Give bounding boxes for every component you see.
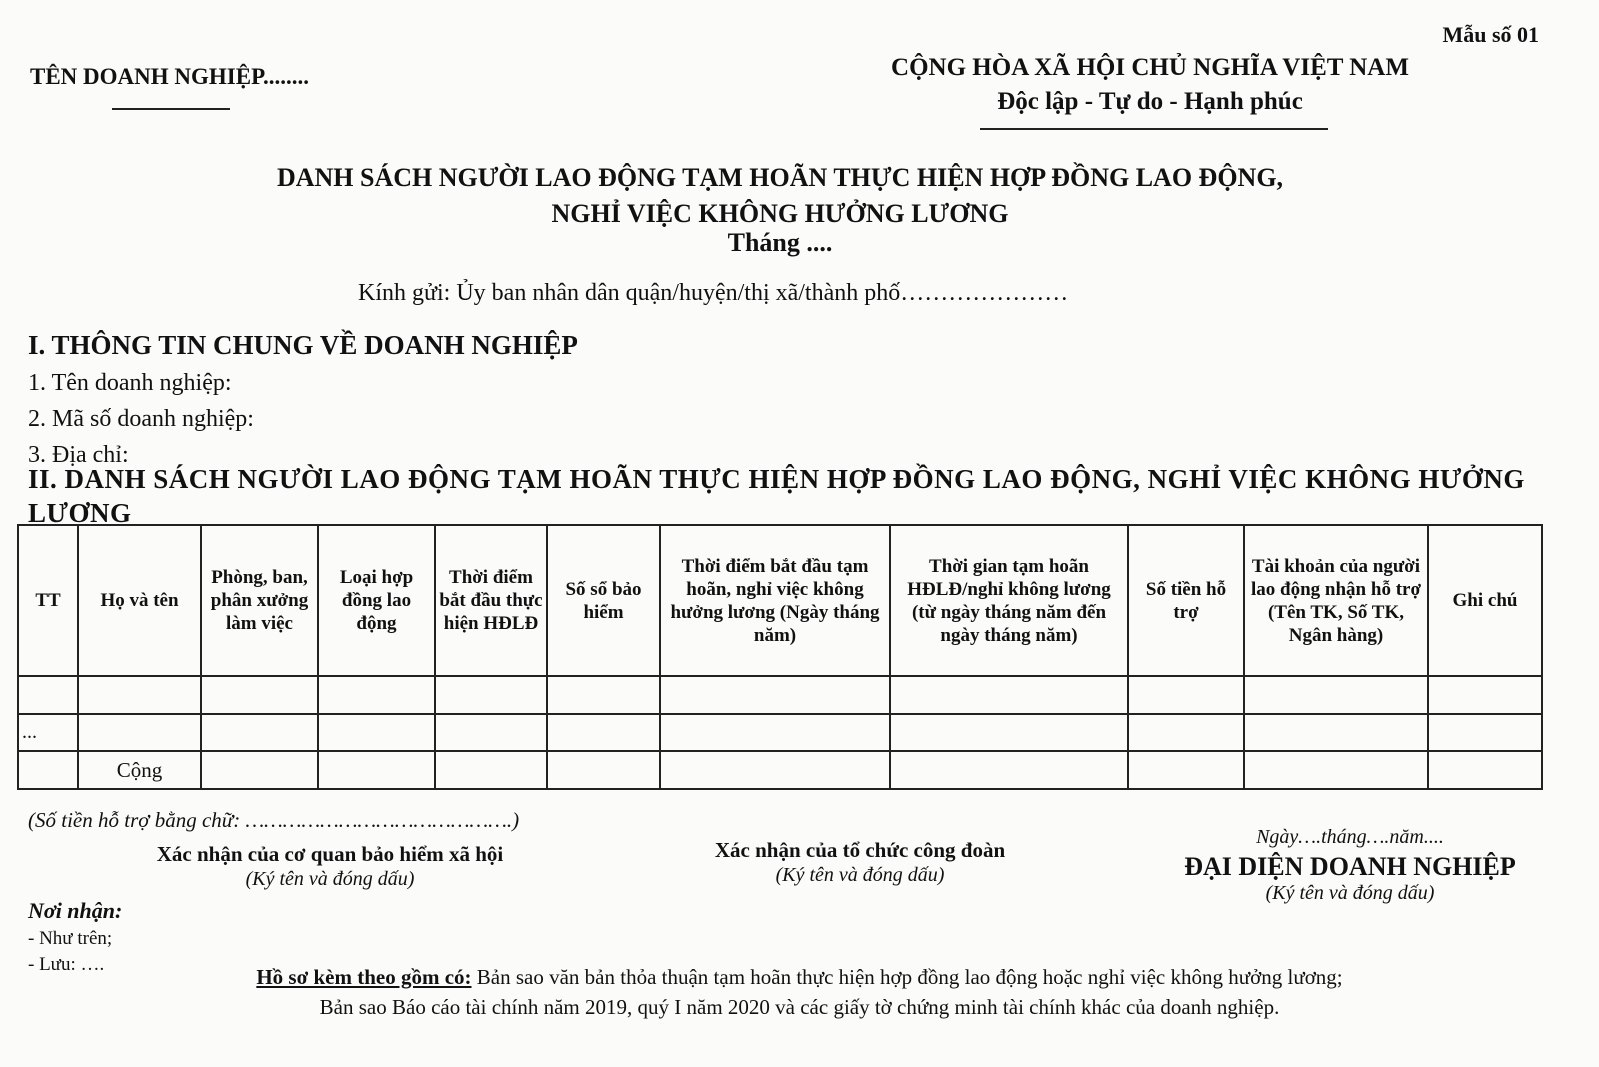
- cell[interactable]: [18, 676, 78, 714]
- signature-date: Ngày….tháng….năm....: [1256, 826, 1444, 848]
- header-department: Phòng, ban, phân xưởng làm việc: [201, 525, 318, 676]
- cell[interactable]: [78, 676, 201, 714]
- header-tt: TT: [18, 525, 78, 676]
- field-address: 3. Địa chỉ:: [28, 442, 129, 468]
- cell[interactable]: [660, 676, 890, 714]
- cell: [890, 751, 1128, 789]
- cell[interactable]: [78, 714, 201, 752]
- table-row: [18, 714, 1542, 752]
- attachments-note: [0, 962, 1599, 1022]
- form-number: Mẫu số 01: [1442, 22, 1539, 47]
- insurance-sign-note: (Ký tên và đóng dấu): [245, 868, 415, 890]
- cell[interactable]: [318, 714, 435, 752]
- attachments-line-1: [0, 962, 1599, 992]
- header-support-amount: Số tiền hỗ trợ: [1128, 525, 1244, 676]
- union-confirmation: Xác nhận của tổ chức công đoàn: [714, 838, 1006, 862]
- cell[interactable]: [890, 714, 1128, 752]
- field-company-name: 1. Tên doanh nghiệp:: [28, 370, 232, 396]
- header-contract-start: Thời điểm bắt đầu thực hiện HĐLĐ: [435, 525, 547, 676]
- cell[interactable]: [547, 676, 660, 714]
- cell[interactable]: [1244, 676, 1428, 714]
- title-month: Tháng ....: [727, 228, 833, 257]
- recipient-item: - Như trên;: [28, 928, 113, 949]
- cell: [18, 751, 78, 789]
- cell[interactable]: [660, 714, 890, 752]
- attachments-label: Hồ sơ kèm theo gồm có:: [256, 965, 472, 989]
- cell[interactable]: [1128, 751, 1244, 789]
- header-insurance-number: Số sổ bảo hiểm: [547, 525, 660, 676]
- cell: [1428, 751, 1542, 789]
- cell[interactable]: [201, 676, 318, 714]
- attachments-line-2: Bản sao Báo cáo tài chính năm 2019, quý I năm 2020 và các giấy tờ chứng minh tài chính khác của doanh nghiệp.: [319, 995, 1280, 1019]
- representative-title: ĐẠI DIỆN DOANH NGHIỆP: [1184, 852, 1516, 881]
- field-company-code: 2. Mã số doanh nghiệp:: [28, 406, 254, 432]
- insurance-confirmation: Xác nhận của cơ quan bảo hiểm xã hội: [156, 842, 504, 866]
- title-line-1: DANH SÁCH NGƯỜI LAO ĐỘNG TẠM HOÃN THỰC HIỆN HỢP ĐỒNG LAO ĐỘNG,: [276, 163, 1284, 192]
- cell[interactable]: [435, 714, 547, 752]
- employee-table: [17, 524, 1543, 790]
- cell: [1244, 751, 1428, 789]
- cell: [201, 751, 318, 789]
- cell-ellipsis: ...: [18, 714, 78, 752]
- header-bank-account: Tài khoản của người lao động nhận hỗ trợ (Tên TK, Số TK, Ngân hàng): [1244, 525, 1428, 676]
- header-contract-type: Loại hợp đồng lao động: [318, 525, 435, 676]
- cell: [435, 751, 547, 789]
- recipient-line: Kính gửi: Ủy ban nhân dân quận/huyện/thị xã/thành phố…………………: [358, 280, 1069, 306]
- header-notes: Ghi chú: [1428, 525, 1542, 676]
- recipients-title: Nơi nhận:: [28, 898, 123, 923]
- company-underline: [112, 108, 230, 110]
- cell[interactable]: [1128, 714, 1244, 752]
- cell[interactable]: [547, 714, 660, 752]
- cell[interactable]: [201, 714, 318, 752]
- cell[interactable]: [1428, 676, 1542, 714]
- table-header-row: [18, 525, 1542, 676]
- company-name: TÊN DOANH NGHIỆP........: [30, 64, 310, 89]
- table-row: [18, 676, 1542, 714]
- document-title: [0, 160, 1560, 232]
- section-2-heading: II. DANH SÁCH NGƯỜI LAO ĐỘNG TẠM HOÃN THỰC HIỆN HỢP ĐỒNG LAO ĐỘNG, NGHỈ VIỆC KHÔNG HƯỞNG LƯƠNG: [28, 464, 1525, 528]
- cell: [547, 751, 660, 789]
- representative-sign-note: (Ký tên và đóng dấu): [1265, 882, 1435, 904]
- header-full-name: Họ và tên: [78, 525, 201, 676]
- cell[interactable]: [1128, 676, 1244, 714]
- cell: [660, 751, 890, 789]
- header-suspension-period: Thời gian tạm hoãn HĐLĐ/nghỉ không lương (từ ngày tháng năm đến ngày tháng năm): [890, 525, 1128, 676]
- cell[interactable]: [1244, 714, 1428, 752]
- table-total-row: [18, 751, 1542, 789]
- cell[interactable]: [318, 676, 435, 714]
- recipient-item: - Lưu: ….: [28, 954, 105, 975]
- motto: Độc lập - Tự do - Hạnh phúc: [997, 88, 1303, 115]
- nation-heading: CỘNG HÒA XÃ HỘI CHỦ NGHĨA VIỆT NAM: [891, 54, 1409, 81]
- cell: [318, 751, 435, 789]
- title-line-2: NGHỈ VIỆC KHÔNG HƯỞNG LƯƠNG: [551, 199, 1009, 228]
- header-suspension-start: Thời điểm bắt đầu tạm hoãn, nghỉ việc không hưởng lương (Ngày tháng năm): [660, 525, 890, 676]
- amount-in-words: (Số tiền hỗ trợ bằng chữ: …………………………………….): [28, 808, 520, 832]
- attachments-text-1: Bản sao văn bản thỏa thuận tạm hoãn thực hiện hợp đồng lao động hoặc nghỉ việc không hưởng lương;: [471, 965, 1343, 989]
- section-1-heading: I. THÔNG TIN CHUNG VỀ DOANH NGHIỆP: [28, 330, 578, 360]
- cell[interactable]: [1428, 714, 1542, 752]
- cell[interactable]: [890, 676, 1128, 714]
- motto-underline: [980, 128, 1328, 130]
- cell[interactable]: [435, 676, 547, 714]
- union-sign-note: (Ký tên và đóng dấu): [775, 864, 945, 886]
- total-label: Cộng: [78, 751, 201, 789]
